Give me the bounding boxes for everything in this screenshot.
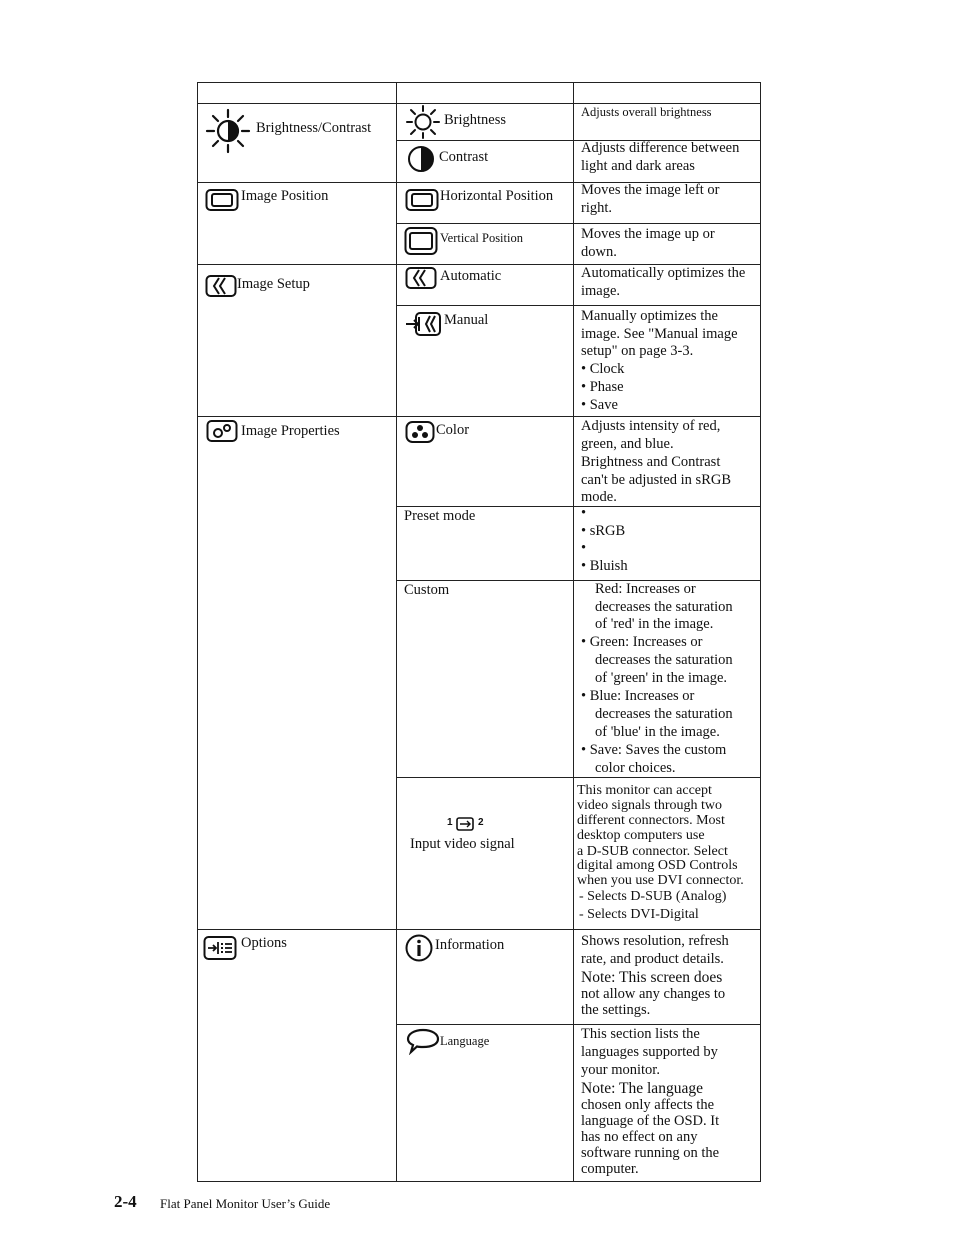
custom-desc-line: decreases the saturation xyxy=(595,599,733,615)
contrast-desc-line: Adjusts difference between xyxy=(581,140,740,156)
brightness-contrast-icon xyxy=(205,108,251,154)
options-icon xyxy=(203,935,237,961)
language-desc-line: Note: The language xyxy=(581,1080,703,1097)
image-setup-icon xyxy=(205,274,237,298)
contrast-label: Contrast xyxy=(439,149,489,165)
horizontal-position-label: Horizontal Position xyxy=(440,188,554,204)
preset-mode-label: Preset mode xyxy=(404,508,476,524)
color-desc-line: green, and blue. xyxy=(581,436,674,452)
input-desc-line: - Selects DVI-Digital xyxy=(579,907,699,922)
automatic-label: Automatic xyxy=(440,268,502,284)
horizontal-desc-line: right. xyxy=(581,200,613,216)
custom-desc-line: color choices. xyxy=(595,760,676,776)
information-desc-line: rate, and product details. xyxy=(581,951,724,967)
color-icon xyxy=(405,420,435,444)
input-desc-line: This monitor can accept xyxy=(577,783,712,798)
input-desc-line: different connectors. Most xyxy=(577,813,725,828)
input-desc-line: when you use DVI connector. xyxy=(577,873,744,888)
preset-item: • xyxy=(581,540,587,556)
preset-item: • sRGB xyxy=(581,523,626,539)
custom-desc-line: • Save: Saves the custom xyxy=(581,742,727,758)
vertical-desc-line: down. xyxy=(581,244,617,260)
horizontal-position-icon xyxy=(405,188,439,212)
brightness-icon xyxy=(404,104,442,140)
vertical-desc-line: Moves the image up or xyxy=(581,226,715,242)
input-icon-left: 1 xyxy=(447,817,453,828)
brightness-desc: Adjusts overall brightness xyxy=(581,105,712,119)
preset-item: • Bluish xyxy=(581,558,628,574)
information-icon xyxy=(404,933,434,963)
input-video-signal-label: Input video signal xyxy=(410,836,515,852)
color-desc-line: Brightness and Contrast xyxy=(581,454,721,470)
manual-desc-line: Manually optimizes the xyxy=(581,308,718,324)
manual-desc-line: image. See "Manual image xyxy=(581,326,738,342)
image-position-label: Image Position xyxy=(241,188,329,204)
language-desc-line: This section lists the xyxy=(581,1026,700,1042)
custom-desc-line: of 'red' in the image. xyxy=(595,616,714,632)
custom-desc-line: Red: Increases or xyxy=(595,581,696,597)
color-desc-line: Adjusts intensity of red, xyxy=(581,418,721,434)
options-label: Options xyxy=(241,935,287,951)
vertical-position-label: Vertical Position xyxy=(440,231,523,245)
manual-desc-line: setup" on page 3-3. xyxy=(581,343,694,359)
language-desc-line: language of the OSD. It xyxy=(581,1113,720,1129)
custom-desc-line: • Green: Increases or xyxy=(581,634,703,650)
page-number: 2-4 xyxy=(114,1192,137,1211)
language-label: Language xyxy=(440,1034,490,1048)
input-icon-right: 2 xyxy=(478,817,484,828)
language-desc-line: languages supported by xyxy=(581,1044,718,1060)
preset-item: • xyxy=(581,505,587,521)
contrast-icon xyxy=(406,144,436,174)
input-desc-line: digital among OSD Controls xyxy=(577,858,738,873)
vertical-position-icon xyxy=(404,226,438,256)
color-desc-line: mode. xyxy=(581,489,617,505)
information-desc-line: the settings. xyxy=(581,1002,651,1018)
information-desc-line: Shows resolution, refresh xyxy=(581,933,729,949)
manual-item: • Clock xyxy=(581,361,625,377)
custom-desc-line: of 'green' in the image. xyxy=(595,670,728,686)
language-icon xyxy=(405,1027,441,1055)
manual-label: Manual xyxy=(444,312,489,328)
input-desc-line: a D-SUB connector. Select xyxy=(577,844,728,859)
manual-item: • Save xyxy=(581,397,618,413)
language-desc-line: software running on the xyxy=(581,1145,720,1161)
language-desc-line: your monitor. xyxy=(581,1062,660,1078)
image-properties-icon xyxy=(206,419,238,443)
input-desc-line: video signals through two xyxy=(577,798,723,813)
manual-item: • Phase xyxy=(581,379,624,395)
color-label: Color xyxy=(436,422,470,438)
custom-desc-line: of 'blue' in the image. xyxy=(595,724,720,740)
brightness-contrast-label: Brightness/Contrast xyxy=(256,120,372,136)
automatic-desc-line: Automatically optimizes the xyxy=(581,265,746,281)
automatic-desc-line: image. xyxy=(581,283,621,299)
color-desc-line: can't be adjusted in sRGB xyxy=(581,472,732,488)
input-desc-line: - Selects D-SUB (Analog) xyxy=(579,889,727,904)
automatic-icon xyxy=(405,266,437,290)
footer-title: Flat Panel Monitor User’s Guide xyxy=(160,1196,331,1211)
information-label: Information xyxy=(435,937,505,953)
contrast-desc-line: light and dark areas xyxy=(581,158,695,174)
manual-icon xyxy=(404,311,442,337)
custom-desc-line: decreases the saturation xyxy=(595,706,733,722)
image-setup-label: Image Setup xyxy=(237,276,310,292)
input-desc-line: desktop computers use xyxy=(577,828,705,843)
brightness-label: Brightness xyxy=(444,112,507,128)
information-desc-line: Note: This screen does xyxy=(581,969,723,986)
language-desc-line: computer. xyxy=(581,1161,639,1177)
custom-label: Custom xyxy=(404,582,450,598)
image-properties-label: Image Properties xyxy=(241,423,340,439)
custom-desc-line: • Blue: Increases or xyxy=(581,688,695,704)
custom-desc-line: decreases the saturation xyxy=(595,652,733,668)
language-desc-line: has no effect on any xyxy=(581,1129,698,1145)
horizontal-desc-line: Moves the image left or xyxy=(581,182,720,198)
image-position-icon xyxy=(205,188,239,212)
information-desc-line: not allow any changes to xyxy=(581,986,726,1002)
language-desc-line: chosen only affects the xyxy=(581,1097,715,1113)
